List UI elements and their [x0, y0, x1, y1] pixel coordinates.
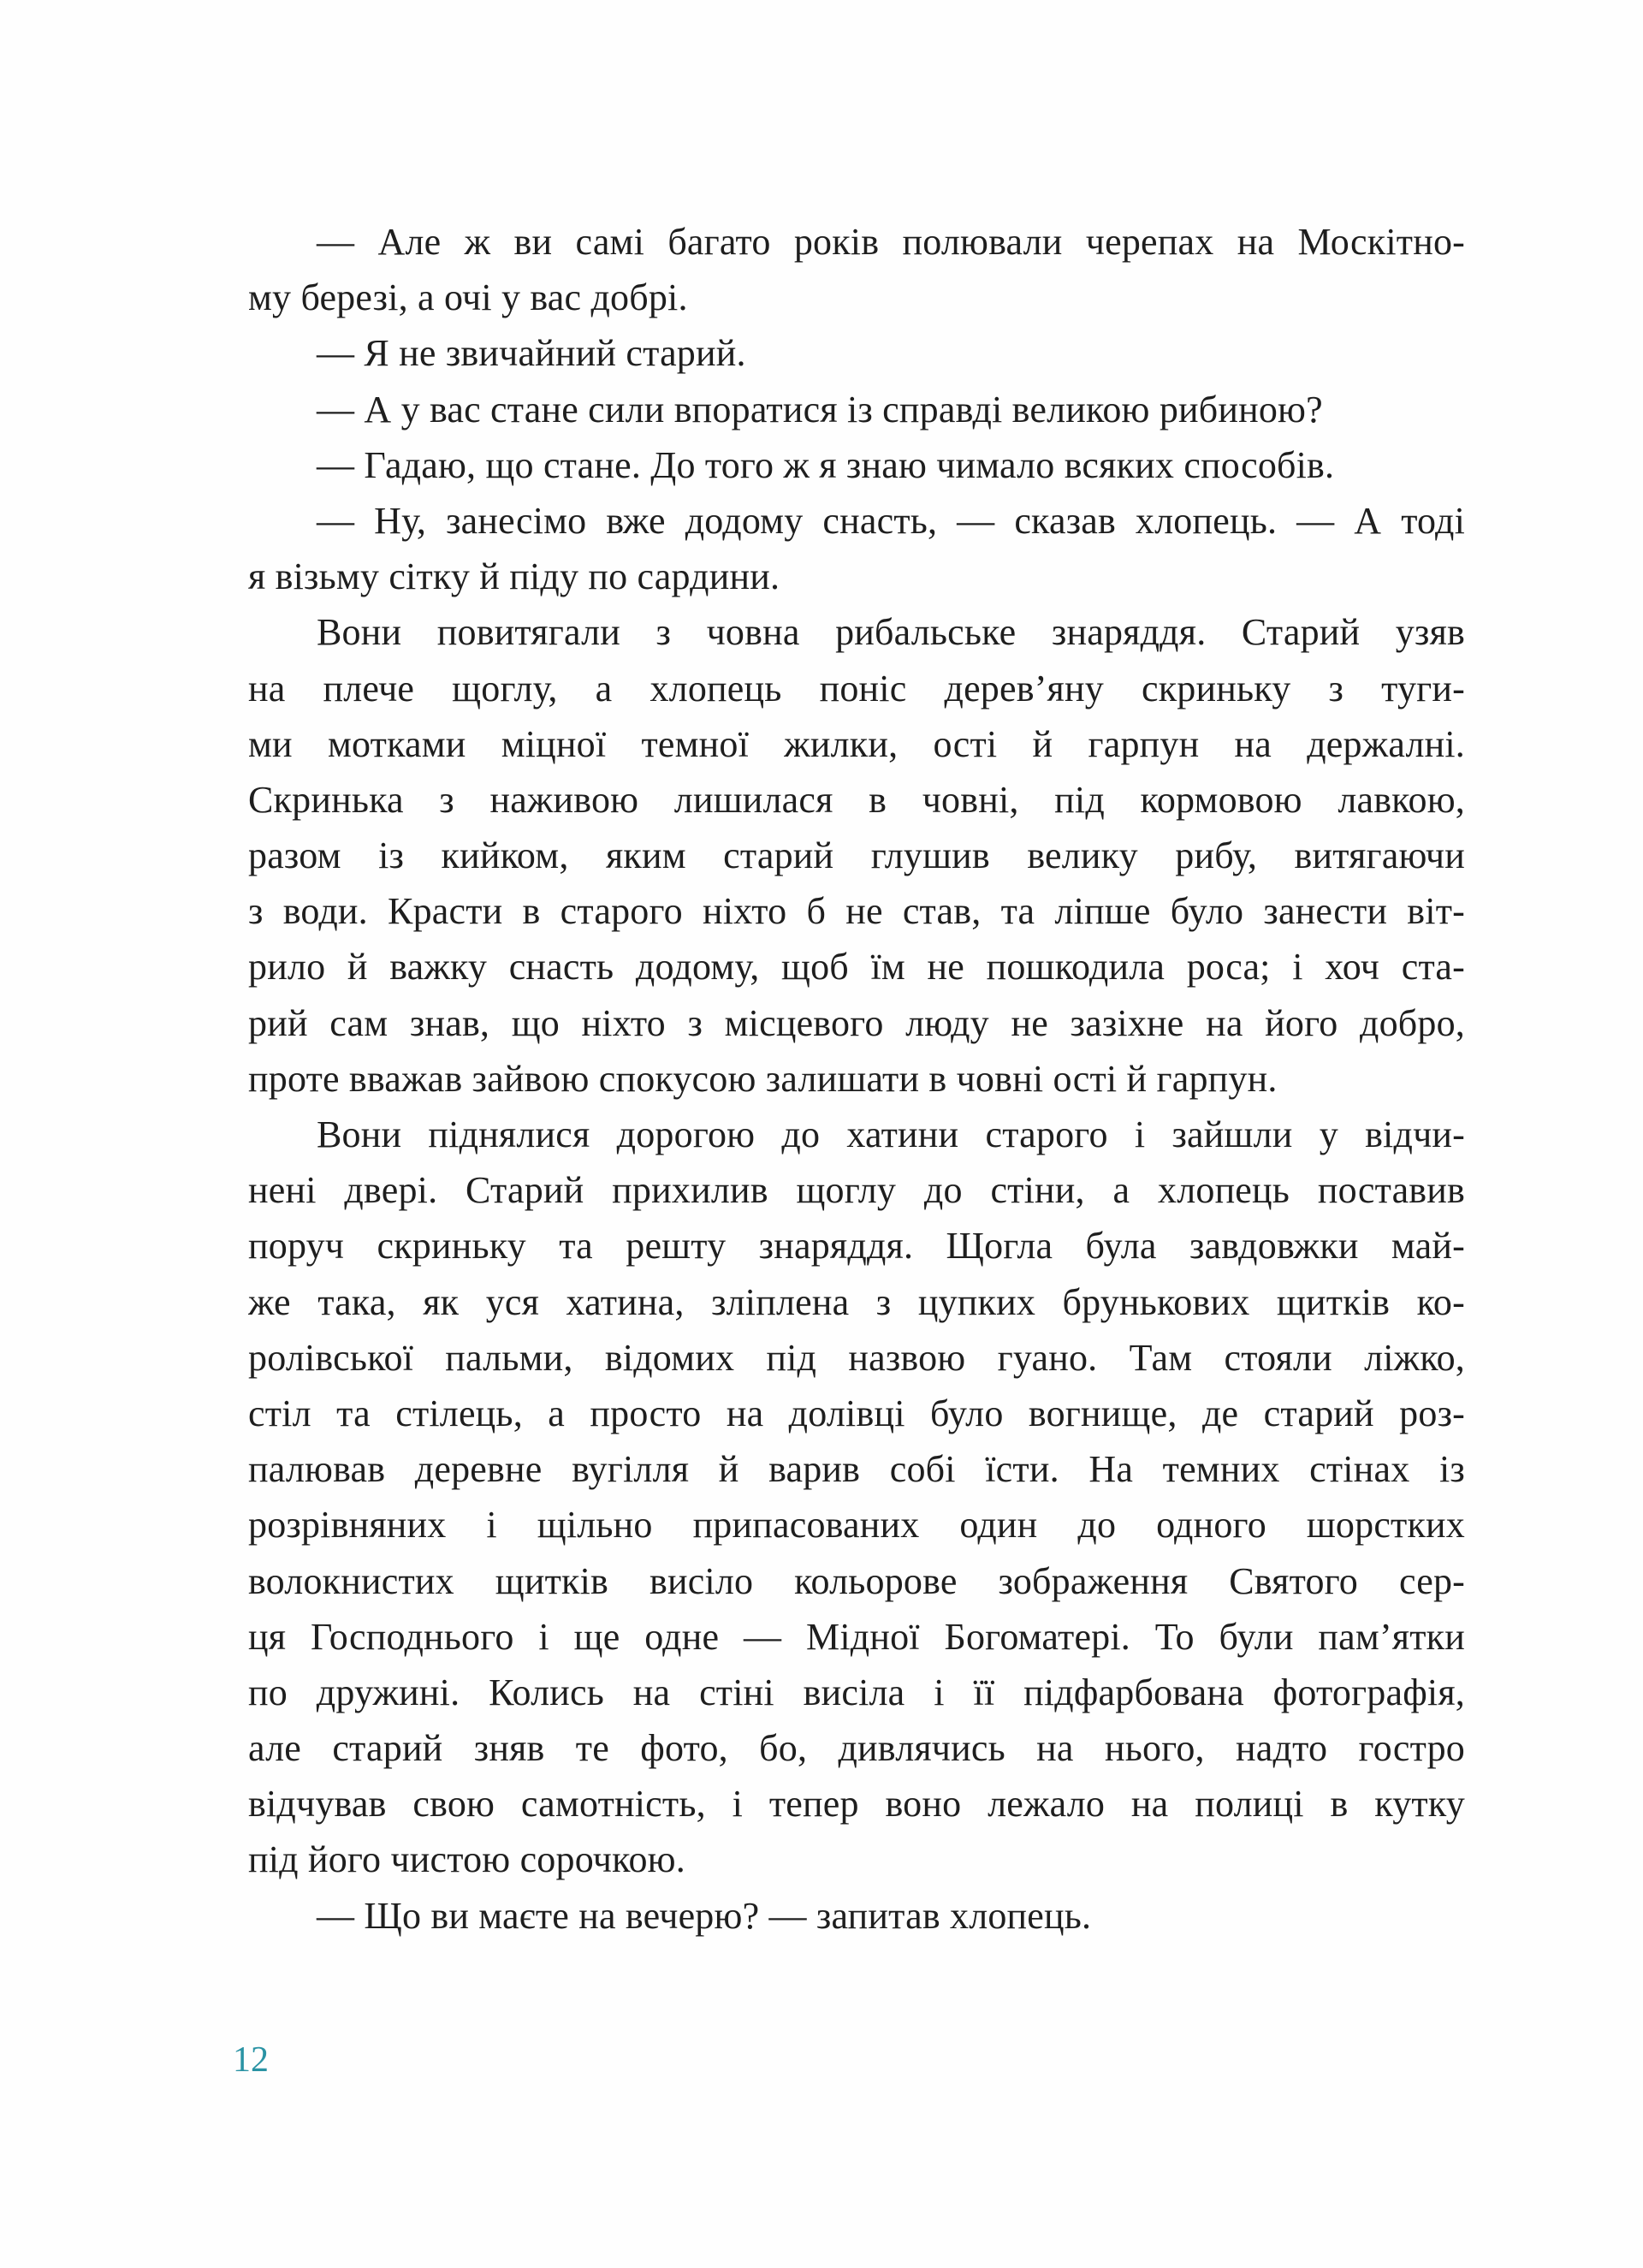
text-line: стіл та стілець, а просто на долівці було вогнище, де старий роз- — [248, 1392, 1465, 1434]
text-line: Вони піднялися дорогою до хатини старого і зайшли у відчи- — [317, 1113, 1465, 1155]
text-line: я візьму сітку й піду по сардини. — [248, 555, 780, 598]
text-line: палював деревне вугілля й варив собі їсти. На темних стінах із — [248, 1448, 1465, 1491]
text-line: нені двері. Старий прихилив щоглу до стіни, а хлопець поставив — [248, 1169, 1465, 1212]
text-line: з води. Красти в старого ніхто б не став, та ліпше було занести віт- — [248, 890, 1465, 933]
text-line: Вони повитягали з човна рибальське знаряддя. Старий узяв — [317, 611, 1465, 654]
text-line: проте вважав зайвою спокусою залишати в човні ості й гарпун. — [248, 1057, 1278, 1100]
text-line: волокнистих щитків висіло кольорове зображення Святого сер- — [248, 1559, 1465, 1602]
page-text — [248, 214, 1465, 1944]
text-line: рий сам знав, що ніхто з місцевого люду не зазіхне на його добро, — [248, 1001, 1465, 1044]
text-line: разом із кийком, яким старий глушив велику рибу, витягаючи — [248, 834, 1465, 877]
text-line: відчував свою самотність, і тепер воно лежало на полиці в кутку — [248, 1783, 1465, 1826]
text-line: ми мотками міцної темної жилки, ості й гарпун на держалні. — [248, 722, 1465, 765]
text-line: під його чистою сорочкою. — [248, 1838, 685, 1881]
text-line: рило й важку снасть додому, щоб їм не пошкодила роса; і хоч ста- — [248, 946, 1465, 989]
text-line: Скринька з наживою лишилася в човні, під кормовою лавкою, — [248, 778, 1465, 821]
text-line: розрівняних і щільно припасованих один до одного шорстких — [248, 1504, 1465, 1547]
text-line: але старий зняв те фото, бо, дивлячись на нього, надто гостро — [248, 1727, 1465, 1770]
text-line: — Ну, занесімо вже додому снасть, — сказав хлопець. — А тоді — [317, 499, 1465, 542]
text-line: му березі, а очі у вас добрі. — [248, 276, 688, 319]
text-line: по дружині. Колись на стіні висіла і її підфарбована фотографія, — [248, 1671, 1465, 1713]
text-line: ця Господнього і ще одне — Мідної Богоматері. То були пам’ятки — [248, 1615, 1465, 1658]
text-line: же така, як уся хатина, зліплена з цупких брунькових щитків ко- — [248, 1280, 1465, 1323]
text-line: — Що ви маєте на вечерю? — запитав хлопець. — [317, 1894, 1092, 1937]
text-line: — Я не звичайний старий. — [317, 332, 746, 375]
text-line: поруч скриньку та решту знаряддя. Щогла була завдовжки май- — [248, 1225, 1465, 1268]
text-line: ролівської пальми, відомих під назвою гуано. Там стояли ліжко, — [248, 1336, 1465, 1379]
text-line: — А у вас стане сили впоратися із справді великою рибиною? — [317, 388, 1323, 430]
text-line: — Гадаю, що стане. До того ж я знаю чимало всяких способів. — [317, 443, 1335, 486]
text-line: — Але ж ви самі багато років полювали черепах на Москітно- — [317, 221, 1465, 263]
text-line: на плече щоглу, а хлопець поніс дерев’яну скриньку з туги- — [248, 667, 1465, 709]
page-number: 12 — [233, 2040, 269, 2080]
